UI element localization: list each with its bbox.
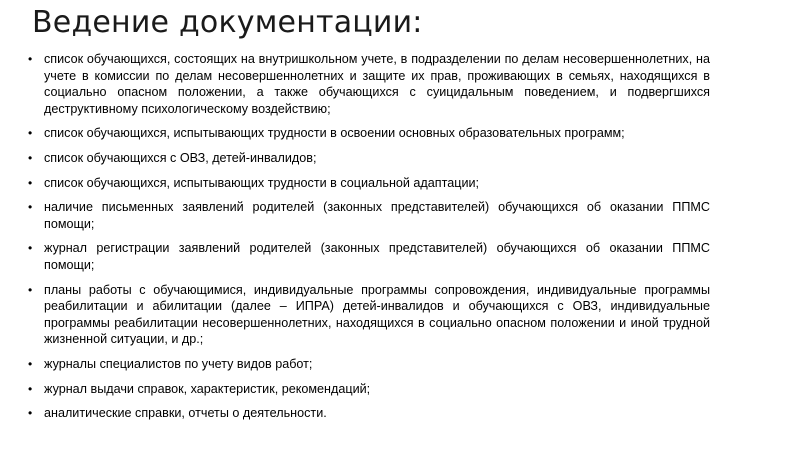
bullet-marker: • [28, 52, 33, 66]
list-item [26, 199, 710, 232]
bullet-marker: • [28, 126, 33, 141]
bullet-marker: • [28, 175, 33, 190]
bullet-marker: • [28, 150, 33, 165]
list-item [26, 175, 710, 192]
list-item-text: список обучающихся с ОВЗ, детей-инвалидов; [44, 150, 317, 165]
bullet-marker: • [28, 241, 33, 256]
bullet-marker: • [28, 381, 33, 396]
list-item [26, 356, 710, 373]
slide-title: Ведение документации: [32, 5, 423, 40]
list-item [26, 125, 710, 142]
list-item-text: список обучающихся, состоящих на внутришкольном учете, в подразделении по делам несовершеннолетних, на учете в комиссии по делам несовершеннолетних и защите их прав, проживающих в семьях, находящихся в социально опасном положении, а также обучающихся с суицидальным поведением, и подвергшихся деструктивному психологическому воздействию; [44, 52, 710, 116]
list-item-text: планы работы с обучающимися, индивидуальные программы сопровождения, индивидуальные программы реабилитации и абилитации (далее – ИПРА) детей-инвалидов и обучающихся с ОВЗ, индивидуальные программы реабилитации несовершеннолетних, находящихся в социально опасном положении и иной трудной жизненной ситуации, и др.; [44, 282, 710, 347]
bullet-marker: • [28, 356, 33, 371]
list-item-text: список обучающихся, испытывающих трудности в освоении основных образовательных программ; [44, 126, 625, 141]
list-item-text: список обучающихся, испытывающих трудности в социальной адаптации; [44, 175, 480, 190]
list-item-text: журналы специалистов по учету видов работ; [44, 356, 313, 371]
list-item [26, 381, 710, 398]
bullet-marker: • [28, 406, 33, 421]
bullet-marker: • [28, 282, 33, 297]
list-item [26, 51, 710, 117]
bullet-list [26, 51, 710, 430]
list-item [26, 282, 710, 348]
bullet-marker: • [28, 200, 33, 215]
list-item [26, 405, 710, 422]
list-item-text: наличие письменных заявлений родителей (законных представителей) обучающихся об оказании ППМС помощи; [44, 200, 710, 231]
list-item-text: аналитические справки, отчеты о деятельности. [44, 406, 327, 421]
list-item-text: журнал регистрации заявлений родителей (законных представителей) обучающихся об оказании ППМС помощи; [44, 241, 710, 272]
list-item [26, 240, 710, 273]
list-item-text: журнал выдачи справок, характеристик, рекомендаций; [44, 381, 371, 396]
list-item [26, 150, 710, 167]
